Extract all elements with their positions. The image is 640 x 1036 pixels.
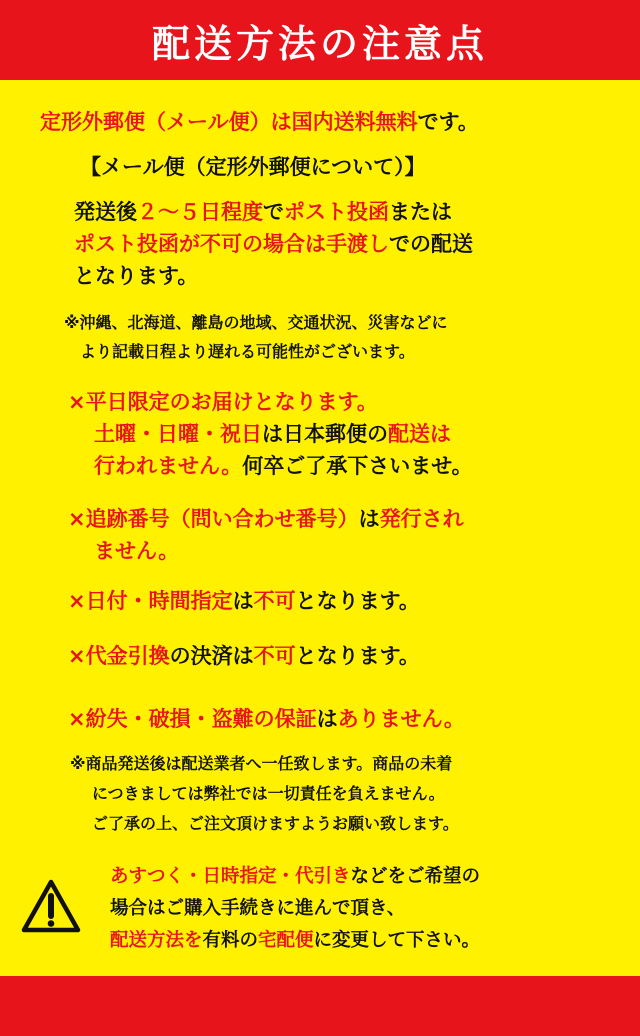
shipping-post: ポスト投函 xyxy=(284,200,389,224)
note2-line-3: ご了承の上、ご注文頂けますようお願い致します。 xyxy=(92,814,459,833)
weekday-line-1: ×平日限定のお届けとなります。 xyxy=(68,390,378,414)
note2-line-2: につきましては弊社では一切責任を負えません。 xyxy=(92,784,445,803)
page-title: 配送方法の注意点 xyxy=(151,21,488,66)
intro-line xyxy=(40,106,479,136)
warning-line-3: 配送方法を有料の宅配便に変更して下さい。 xyxy=(110,930,481,951)
intro-highlight: 定形外郵便（メール便）は国内送料無料 xyxy=(40,110,418,134)
loss-line: ×紛失・破損・盗難の保証はありません。 xyxy=(68,707,465,731)
shipping-days: ２〜５日程度 xyxy=(137,200,263,224)
note1-line-1: ※沖縄、北海道、離島の地域、交通状況、災害などに xyxy=(64,313,448,332)
weekday-line-2: 土曜・日曜・祝日は日本郵便の配送は xyxy=(94,422,451,446)
warning-line-2: 場合はご購入手続きに進んで頂き、 xyxy=(110,898,406,919)
bottom-banner xyxy=(0,976,640,1036)
title-banner xyxy=(0,0,640,80)
note2-line-1: ※商品発送後は配送業者へ一任致します。商品の未着 xyxy=(70,754,453,773)
tracking-line-2: ません。 xyxy=(94,539,180,563)
cod-line: ×代金引換の決済は不可となります。 xyxy=(68,644,420,668)
warning-triangle-icon xyxy=(20,878,82,936)
weekday-line-3: 行われません。何卒ご了承下さいませ。 xyxy=(94,454,473,478)
note1-line-2: より記載日程より遅れる可能性がございます。 xyxy=(80,342,415,361)
tracking-line-1: ×追跡番号（問い合わせ番号）は発行され xyxy=(68,507,464,531)
shipping-line-2: ポスト投函が不可の場合は手渡しでの配送 xyxy=(74,232,473,256)
shipping-line-3: となります。 xyxy=(74,264,199,288)
warning-line-1: あすつく・日時指定・代引きなどをご希望の xyxy=(110,866,481,887)
shipping-line-1: 発送後２〜５日程度でポスト投函または xyxy=(74,200,452,224)
mail-heading: 【メール便（定形外郵便について）】 xyxy=(80,155,426,179)
intro-tail: です。 xyxy=(417,110,479,134)
date-line: ×日付・時間指定は不可となります。 xyxy=(68,589,420,613)
